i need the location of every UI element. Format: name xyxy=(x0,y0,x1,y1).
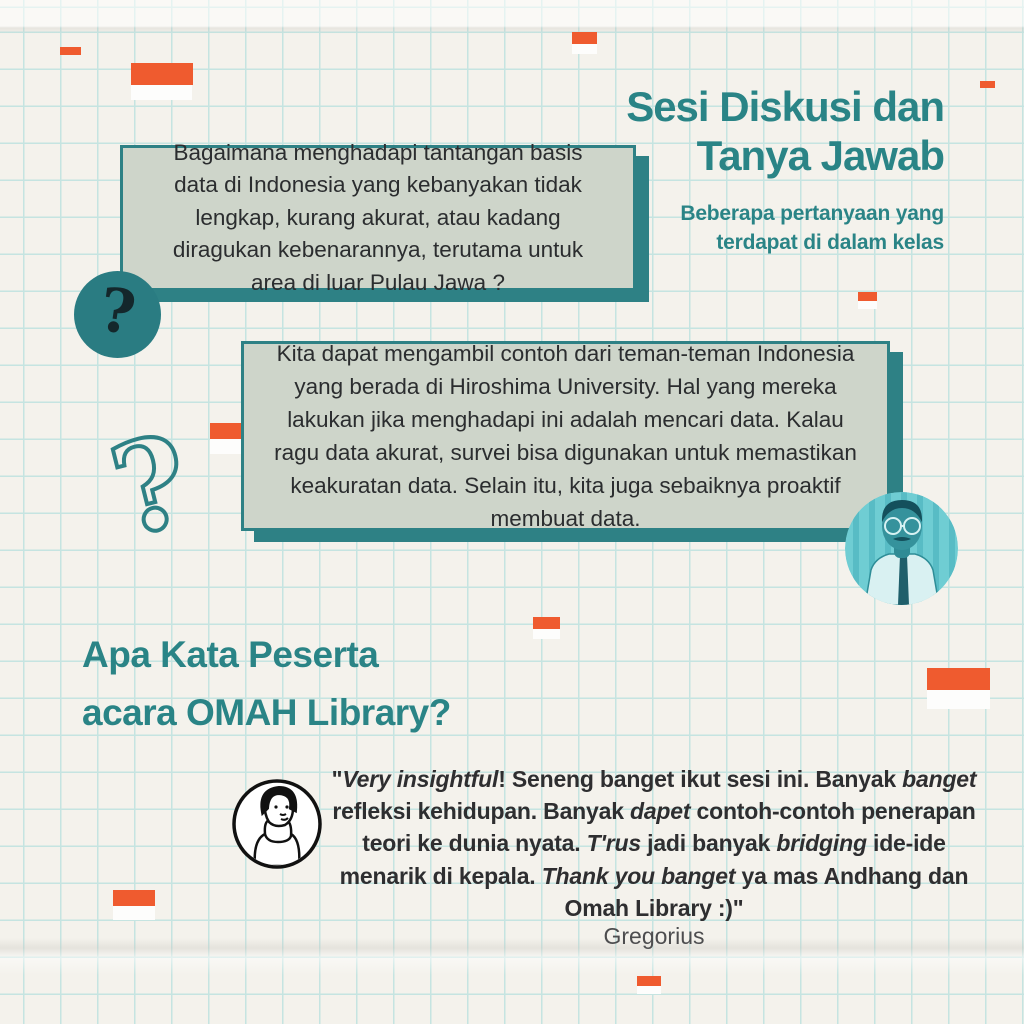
participants-heading-line-1: Apa Kata Peserta xyxy=(82,634,379,675)
orange-flag-decoration xyxy=(533,617,560,639)
title-line-1: Sesi Diskusi dan xyxy=(626,83,944,130)
orange-flag-decoration xyxy=(572,32,597,54)
orange-flag-decoration xyxy=(60,47,81,55)
orange-flag-decoration xyxy=(131,63,193,100)
answer-box xyxy=(241,341,890,531)
subtitle-line-2: terdapat di dalam kelas xyxy=(716,230,944,254)
participants-heading xyxy=(82,626,451,742)
title-line-2: Tanya Jawab xyxy=(696,132,944,180)
testimonial-quote: "Very insightful! Seneng banget ikut sesi ini. Banyak banget refleksi kehidupan. Banyak dapet contoh-contoh penerapan teori ke dunia nyata. T'rus jadi banyak bridging ide-ide menarik di kepala. Thank you banget ya mas Andhang dan Omah Library :)" xyxy=(331,766,977,921)
orange-flag-decoration xyxy=(980,81,995,88)
participants-heading-line-2: acara OMAH Library? xyxy=(82,692,451,734)
testimonial-attribution: Gregorius xyxy=(603,923,705,949)
orange-flag-decoration xyxy=(927,668,990,709)
speaker-photo-icon xyxy=(845,492,958,605)
subtitle-line-1: Beberapa pertanyaan yang xyxy=(680,202,944,225)
orange-flag-decoration xyxy=(113,890,155,920)
orange-flag-decoration xyxy=(637,976,661,994)
participant-cartoon-icon xyxy=(231,778,323,870)
participant-avatar xyxy=(231,778,323,870)
question-mark-sketch-glyph: ? xyxy=(98,407,204,566)
question-text: Bagaimana menghadapi tantangan basis data di Indonesia yang kebanyakan tidak lengkap, kurang akurat, atau kadang diragukan kebenarannya, terutama untuk area di luar Pulau Jawa ? xyxy=(172,140,584,295)
orange-flag-decoration xyxy=(858,292,877,309)
answer-text: Kita dapat mengambil contoh dari teman-teman Indonesia yang berada di Hiroshima University. Hal yang mereka lakukan jika menghadapi ini adalah mencari data. Kalau ragu data akurat, survei bisa digunakan untuk memastikan keakuratan data. Selain itu, kita juga sebaiknya proaktif membuat data. xyxy=(274,340,857,532)
speaker-avatar xyxy=(845,492,958,605)
question-mark-glyph: ? xyxy=(95,274,140,349)
question-mark-circle-icon xyxy=(74,271,161,358)
question-box xyxy=(120,140,636,295)
question-mark-sketch-icon xyxy=(96,407,206,566)
